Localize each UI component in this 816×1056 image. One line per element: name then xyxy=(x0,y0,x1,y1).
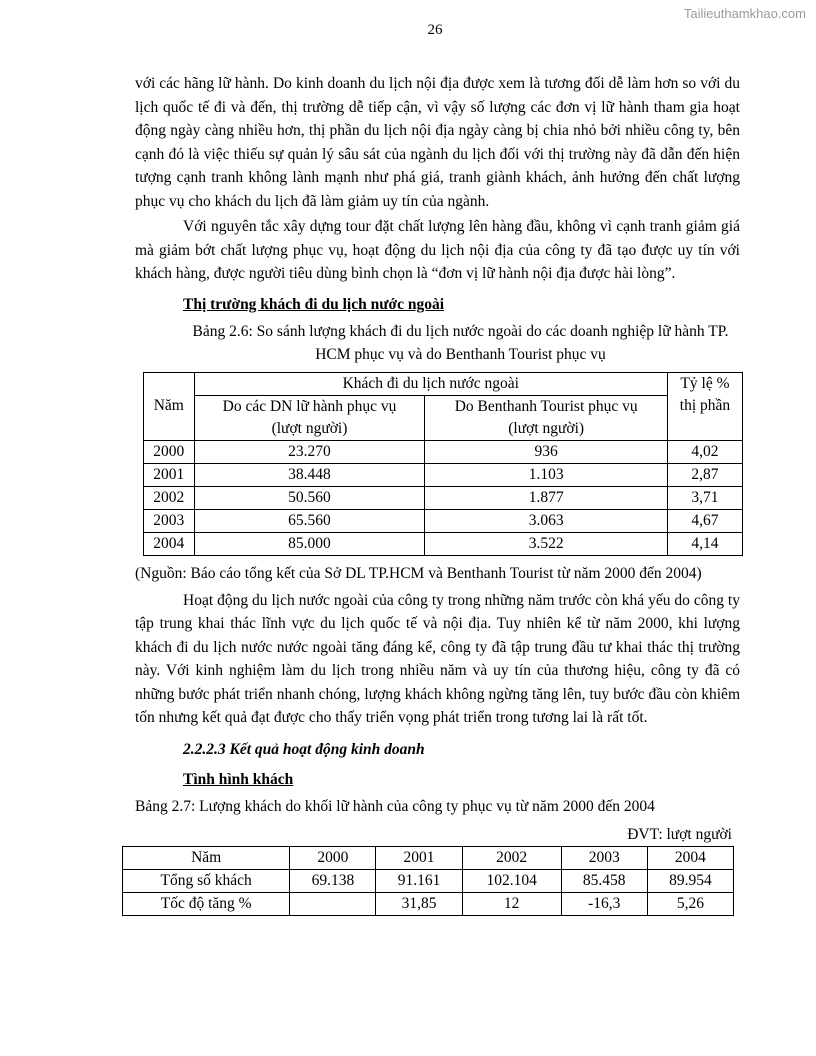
group-header: Khách đi du lịch nước ngoài xyxy=(194,372,667,395)
column-header-dn: Do các DN lữ hành phục vụ xyxy=(194,395,425,418)
subheading-guests: Tình hình khách xyxy=(183,770,294,788)
table-row xyxy=(123,869,734,892)
cell-dn: 85.000 xyxy=(194,532,425,555)
cell-year: 2001 xyxy=(144,463,195,486)
unit-label: ĐVT: lượt người xyxy=(627,825,732,843)
section-heading: 2.2.2.3 Kết quả hoạt động kinh doanh xyxy=(183,740,425,758)
cell-header: 2004 xyxy=(647,846,733,869)
cell-value: 31,85 xyxy=(376,892,462,915)
cell-dn: 50.560 xyxy=(194,486,425,509)
table-row xyxy=(144,532,743,555)
cell-bt: 3.063 xyxy=(425,509,668,532)
cell-dn: 23.270 xyxy=(194,440,425,463)
watermark: Tailieuthamkhao.com xyxy=(683,6,806,21)
cell-value: 89.954 xyxy=(647,869,733,892)
cell-year: 2000 xyxy=(144,440,195,463)
cell-year: 2003 xyxy=(144,509,195,532)
cell-value: 91.161 xyxy=(376,869,462,892)
cell-year: 2002 xyxy=(144,486,195,509)
cell-header: 2001 xyxy=(376,846,462,869)
cell-bt: 1.103 xyxy=(425,463,668,486)
cell-value xyxy=(290,892,376,915)
table-header-row xyxy=(123,846,734,869)
column-header-year: Năm xyxy=(144,372,195,440)
cell-value: 12 xyxy=(462,892,561,915)
share-label-line1: Tỷ lệ % xyxy=(680,374,730,392)
paragraph: Với nguyên tắc xây dựng tour đặt chất lượng lên hàng đầu, không vì cạnh tranh giảm giá mà giảm bớt chất lượng phục vụ, hoạt động du lịch nội địa của công ty đã tạo được uy tín với khách hàng, được người tiêu dùng bình chọn là “đơn vị lữ hành nội địa được hài lòng”. xyxy=(135,218,740,282)
table-row xyxy=(144,440,743,463)
table-row xyxy=(144,463,743,486)
table-row xyxy=(123,892,734,915)
cell-bt: 1.877 xyxy=(425,486,668,509)
document-body xyxy=(135,72,740,916)
cell-label: Tốc độ tăng % xyxy=(123,892,290,915)
cell-share: 2,87 xyxy=(667,463,742,486)
cell-value: 85.458 xyxy=(561,869,647,892)
cell-label: Tổng số khách xyxy=(123,869,290,892)
guest-volume-table xyxy=(122,846,734,916)
cell-share: 3,71 xyxy=(667,486,742,509)
cell-year: 2004 xyxy=(144,532,195,555)
column-unit-bt: (lượt người) xyxy=(425,418,668,441)
paragraph: Hoạt động du lịch nước ngoài của công ty trong những năm trước còn khá yếu do công ty tập trung khai thác lĩnh vực du lịch quốc tế và nội địa. Tuy nhiên kể từ năm 2000, khi lượng khách đi du lịch nước nước ngoài tăng đáng kể, công ty đã tập trung đầu tư khai thác thị trường này. Với kinh nghiệm làm du lịch trong nhiều năm và uy tín của thương hiệu, công ty đã có những bước phát triển nhanh chóng, lượng khách không ngừng tăng lên, tuy bước đầu còn khiêm tốn nhưng kết quả đạt được cho thấy triển vọng phát triển trong tương lai là rất tốt. xyxy=(135,591,740,726)
outbound-comparison-table xyxy=(143,372,743,556)
paragraph: với các hãng lữ hành. Do kinh doanh du lịch nội địa được xem là tương đối dễ làm hơn so với du lịch quốc tế đi và đến, thị trường dễ tiếp cận, vì vậy số lượng các đơn vị lữ hành tham gia hoạt động ngày càng nhiều hơn, thị phần du lịch nội địa ngày càng bị chia nhỏ bởi nhiều công ty, bên cạnh đó là việc thiếu sự quản lý sâu sát của ngành du lịch đối với thị trường này đã dẫn đến hiện tượng cạnh tranh không lành mạnh như phá giá, tranh giành khách, ảnh hưởng đến chất lượng phục vụ cho khách du lịch đã làm giảm uy tín của ngành. xyxy=(135,75,740,210)
table-caption: Bảng 2.6: So sánh lượng khách đi du lịch nước ngoài do các doanh nghiệp lữ hành TP. HCM phục vụ và do Benthanh Tourist phục vụ xyxy=(192,322,729,363)
column-header-bt: Do Benthanh Tourist phục vụ xyxy=(425,395,668,418)
page-number: 26 xyxy=(427,22,443,38)
subheading-outbound-market: Thị trường khách đi du lịch nước ngoài xyxy=(183,295,445,313)
source-note: (Nguồn: Báo cáo tổng kết của Sở DL TP.HCM và Benthanh Tourist từ năm 2000 đến 2004) xyxy=(135,564,702,582)
cell-value: 5,26 xyxy=(647,892,733,915)
cell-header: 2000 xyxy=(290,846,376,869)
share-label-line2: thị phần xyxy=(679,396,731,414)
cell-header: 2002 xyxy=(462,846,561,869)
cell-value: 102.104 xyxy=(462,869,561,892)
cell-dn: 38.448 xyxy=(194,463,425,486)
table-caption: Bảng 2.7: Lượng khách do khối lữ hành của công ty phục vụ từ năm 2000 đến 2004 xyxy=(135,797,655,815)
cell-share: 4,02 xyxy=(667,440,742,463)
column-header-share xyxy=(667,372,742,440)
cell-value: 69.138 xyxy=(290,869,376,892)
cell-share: 4,67 xyxy=(667,509,742,532)
table-row xyxy=(144,486,743,509)
cell-value: -16,3 xyxy=(561,892,647,915)
cell-header: Năm xyxy=(123,846,290,869)
cell-share: 4,14 xyxy=(667,532,742,555)
cell-bt: 936 xyxy=(425,440,668,463)
table-row xyxy=(144,509,743,532)
column-unit-dn: (lượt người) xyxy=(194,418,425,441)
cell-header: 2003 xyxy=(561,846,647,869)
cell-dn: 65.560 xyxy=(194,509,425,532)
cell-bt: 3.522 xyxy=(425,532,668,555)
